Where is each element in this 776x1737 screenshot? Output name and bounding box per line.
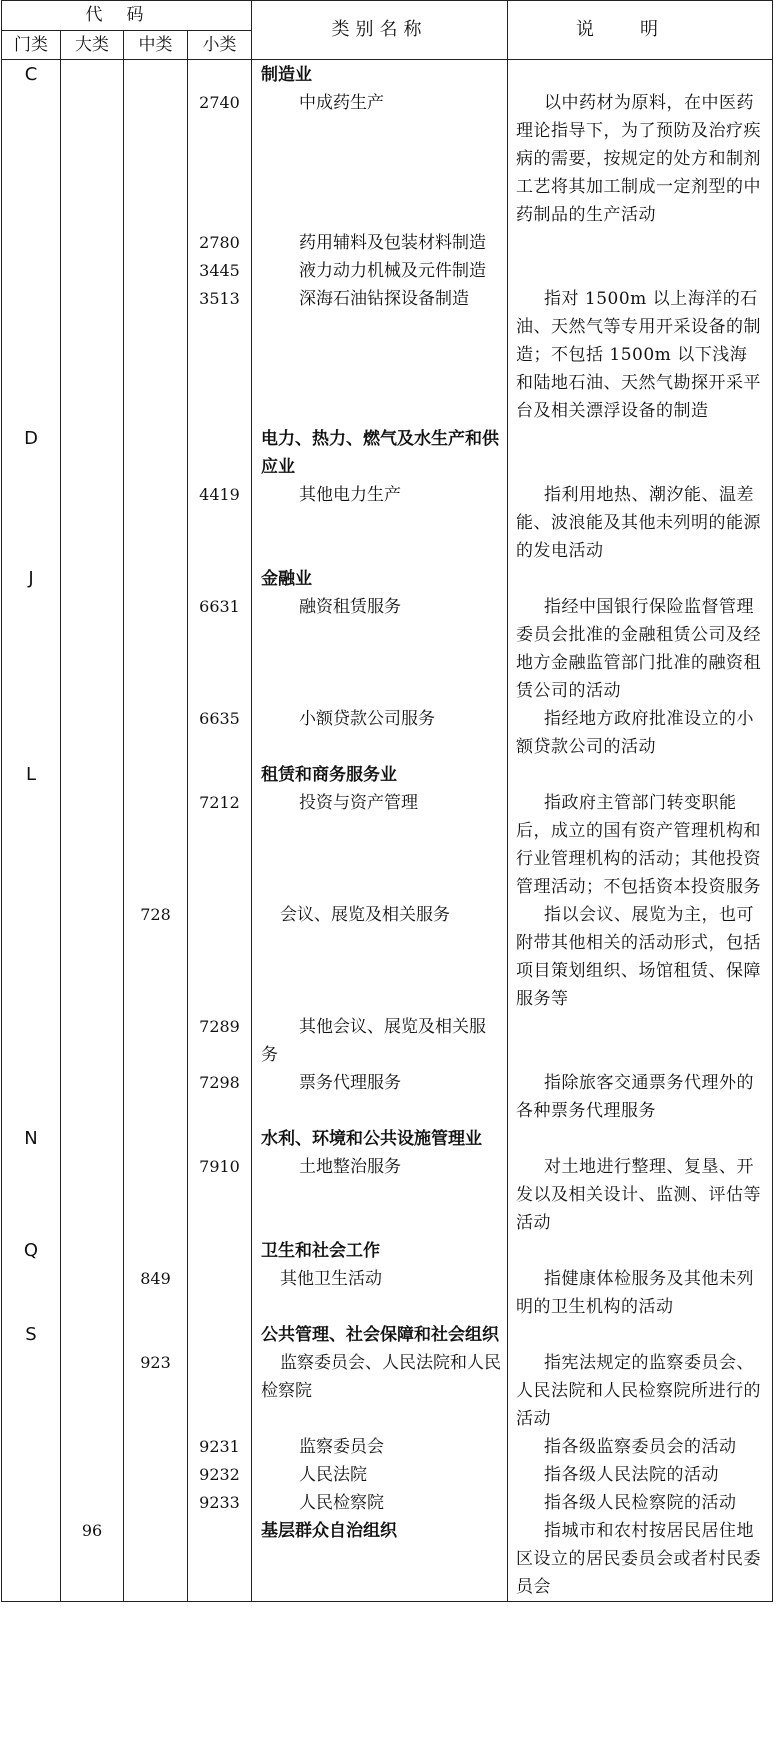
table-row [2,257,773,285]
code-xiao-lei: 3513 [188,285,252,425]
section-name-text: 电力、热力、燃气及水生产和供应业 [261,429,499,477]
code-men-lei [2,1461,61,1489]
category-description-text: 指各级人民检察院的活动 [544,1493,737,1513]
section-name-text: 制造业 [261,65,312,85]
code-da-lei [61,229,124,257]
code-men-lei: S [2,1321,61,1349]
code-zhong-lei [124,1153,188,1237]
code-zhong-lei [124,1013,188,1069]
section-name [252,565,508,593]
code-xiao-lei [188,1237,252,1265]
code-da-lei [61,1013,124,1069]
code-men-lei [2,1489,61,1517]
category-name-text: 票务代理服务 [299,1073,401,1093]
header-xiao-lei: 小类 [188,31,252,60]
code-zhong-lei [124,89,188,229]
section-name [252,425,508,481]
code-men-lei [2,89,61,229]
table-row [2,1517,773,1602]
code-xiao-lei [188,1517,252,1602]
code-zhong-lei [124,789,188,901]
code-da-lei: 96 [61,1517,124,1602]
code-zhong-lei [124,1321,188,1349]
table-row [2,1125,773,1153]
code-xiao-lei [188,1349,252,1433]
code-zhong-lei [124,481,188,565]
category-description [508,1013,773,1069]
code-men-lei [2,229,61,257]
section-name [252,60,508,90]
category-name-text: 深海石油钻探设备制造 [299,289,469,309]
code-men-lei [2,901,61,1013]
code-xiao-lei: 7289 [188,1013,252,1069]
code-zhong-lei [124,1489,188,1517]
category-description-text: 指健康体检服务及其他未列明的卫生机构的活动 [516,1269,754,1317]
section-name-text: 基层群众自治组织 [261,1521,397,1541]
table-row [2,1153,773,1237]
code-men-lei: Q [2,1237,61,1265]
category-description [508,761,773,789]
code-men-lei [2,1349,61,1433]
code-zhong-lei [124,60,188,90]
category-description [508,257,773,285]
category-description-text: 对土地进行整理、复垦、开发以及相关设计、监测、评估等活动 [516,1157,761,1233]
code-xiao-lei [188,761,252,789]
header-zhong-lei: 中类 [124,31,188,60]
code-zhong-lei [124,285,188,425]
category-description [508,1461,773,1489]
code-xiao-lei: 3445 [188,257,252,285]
category-name [252,481,508,565]
category-name-text: 其他卫生活动 [280,1269,382,1289]
category-name-text: 会议、展览及相关服务 [280,905,450,925]
table-row [2,229,773,257]
code-xiao-lei: 4419 [188,481,252,565]
code-da-lei [61,1433,124,1461]
table-row [2,285,773,425]
code-da-lei [61,285,124,425]
code-da-lei [61,1489,124,1517]
code-zhong-lei [124,1433,188,1461]
category-description [508,229,773,257]
table-row [2,1349,773,1433]
code-xiao-lei: 9231 [188,1433,252,1461]
category-description [508,705,773,761]
code-men-lei [2,257,61,285]
code-zhong-lei: 849 [124,1265,188,1321]
code-zhong-lei: 728 [124,901,188,1013]
category-description [508,89,773,229]
code-xiao-lei: 7298 [188,1069,252,1125]
code-da-lei [61,89,124,229]
code-da-lei [61,1349,124,1433]
category-name [252,257,508,285]
category-description-text: 指经中国银行保险监督管理委员会批准的金融租赁公司及经地方金融监管部门批准的融资租赁公司的活动 [516,597,761,701]
category-description [508,1349,773,1433]
code-da-lei [61,1321,124,1349]
category-name-text: 投资与资产管理 [299,793,418,813]
code-zhong-lei [124,1237,188,1265]
table-row [2,593,773,705]
table-row [2,1433,773,1461]
code-da-lei [61,60,124,90]
category-name-text: 人民检察院 [299,1493,384,1513]
category-name-text: 土地整治服务 [299,1157,401,1177]
code-zhong-lei [124,425,188,481]
category-description [508,1069,773,1125]
code-zhong-lei [124,565,188,593]
code-da-lei [61,1153,124,1237]
table-row [2,705,773,761]
section-name-text: 金融业 [261,569,312,589]
section-name-text: 卫生和社会工作 [261,1241,380,1261]
category-name [252,901,508,1013]
category-description [508,1489,773,1517]
category-description [508,481,773,565]
category-name-text: 中成药生产 [299,93,384,113]
category-name [252,1349,508,1433]
category-description-text: 指宪法规定的监察委员会、人民法院和人民检察院所进行的活动 [516,1353,761,1429]
category-description-text: 指城市和农村按居民居住地区设立的居民委员会或者村民委员会 [516,1521,761,1597]
category-name-text: 其他电力生产 [299,485,401,505]
category-description [508,60,773,90]
code-men-lei [2,1517,61,1602]
table-row [2,1265,773,1321]
code-xiao-lei [188,1265,252,1321]
code-zhong-lei [124,705,188,761]
table-row [2,1069,773,1125]
code-da-lei [61,1237,124,1265]
code-da-lei [61,257,124,285]
category-description-text: 指除旅客交通票务代理外的各种票务代理服务 [516,1073,754,1121]
category-name [252,89,508,229]
code-da-lei [61,565,124,593]
code-zhong-lei [124,1125,188,1153]
category-description [508,1321,773,1349]
code-men-lei [2,1153,61,1237]
code-xiao-lei [188,60,252,90]
code-xiao-lei: 9233 [188,1489,252,1517]
code-men-lei [2,1265,61,1321]
code-da-lei [61,1461,124,1489]
section-name [252,1321,508,1349]
code-men-lei [2,481,61,565]
code-xiao-lei [188,901,252,1013]
code-men-lei [2,1433,61,1461]
code-men-lei [2,789,61,901]
code-men-lei [2,1013,61,1069]
code-da-lei [61,705,124,761]
table-row [2,1461,773,1489]
category-name [252,1433,508,1461]
category-description [508,1237,773,1265]
category-name [252,1013,508,1069]
category-name [252,1069,508,1125]
table-row [2,565,773,593]
category-description [508,1517,773,1602]
section-name-text: 水利、环境和公共设施管理业 [261,1129,482,1149]
category-name-text: 人民法院 [299,1465,367,1485]
category-name [252,1461,508,1489]
code-da-lei [61,593,124,705]
table-row [2,1013,773,1069]
category-description-text: 指各级监察委员会的活动 [544,1437,737,1457]
header-description: 说明 [508,1,773,60]
code-men-lei [2,593,61,705]
code-xiao-lei: 2740 [188,89,252,229]
code-xiao-lei: 7910 [188,1153,252,1237]
category-description [508,1153,773,1237]
section-name [252,1517,508,1602]
category-description [508,901,773,1013]
category-description-text: 以中药材为原料，在中医药理论指导下，为了预防及治疗疾病的需要，按规定的处方和制剂工艺将其加工制成一定剂型的中药制品的生产活动 [516,93,761,225]
table-row [2,901,773,1013]
category-description [508,285,773,425]
code-men-lei: D [2,425,61,481]
section-name-text: 租赁和商务服务业 [261,765,397,785]
table-row [2,1237,773,1265]
section-name [252,1237,508,1265]
category-name-text: 小额贷款公司服务 [299,709,435,729]
section-name-text: 公共管理、社会保障和社会组织 [261,1325,499,1345]
table-body [2,60,773,1602]
code-da-lei [61,1069,124,1125]
code-xiao-lei: 9232 [188,1461,252,1489]
section-name [252,1125,508,1153]
category-name-text: 监察委员会、人民法院和人民检察院 [261,1353,501,1401]
code-da-lei [61,425,124,481]
table-row [2,425,773,481]
category-description-text: 指政府主管部门转变职能后，成立的国有资产管理机构和行业管理机构的活动；其他投资管理活动；不包括资本投资服务 [516,793,761,897]
code-men-lei: N [2,1125,61,1153]
code-xiao-lei [188,1321,252,1349]
category-name [252,1265,508,1321]
code-zhong-lei [124,1069,188,1125]
code-xiao-lei [188,425,252,481]
category-name [252,593,508,705]
category-description-text: 指利用地热、潮汐能、温差能、波浪能及其他未列明的能源的发电活动 [516,485,761,561]
category-description [508,789,773,901]
category-description [508,1265,773,1321]
category-description [508,425,773,481]
code-da-lei [61,1265,124,1321]
category-name-text: 融资租赁服务 [299,597,401,617]
code-men-lei: L [2,761,61,789]
table-row [2,789,773,901]
code-da-lei [61,1125,124,1153]
category-description [508,565,773,593]
code-men-lei: J [2,565,61,593]
table-row [2,481,773,565]
category-description [508,593,773,705]
category-name [252,1153,508,1237]
code-da-lei [61,481,124,565]
table-row [2,1489,773,1517]
header-da-lei: 大类 [61,31,124,60]
code-xiao-lei [188,565,252,593]
code-zhong-lei [124,229,188,257]
table-row [2,1321,773,1349]
code-da-lei [61,901,124,1013]
header-category-name: 类别名称 [252,1,508,60]
category-name-text: 监察委员会 [299,1437,384,1457]
table-row [2,761,773,789]
category-name [252,705,508,761]
code-zhong-lei [124,1461,188,1489]
section-name [252,761,508,789]
code-xiao-lei [188,1125,252,1153]
code-zhong-lei [124,593,188,705]
category-name [252,229,508,257]
category-description-text: 指对 1500m 以上海洋的石油、天然气等专用开采设备的制造；不包括 1500m 以下浅海和陆地石油、天然气勘探开采平台及相关漂浮设备的制造 [516,289,761,421]
code-men-lei [2,705,61,761]
category-name [252,285,508,425]
category-name-text: 其他会议、展览及相关服务 [261,1017,486,1065]
code-da-lei [61,789,124,901]
header-men-lei: 门类 [2,31,61,60]
category-description [508,1433,773,1461]
code-men-lei [2,1069,61,1125]
category-name [252,789,508,901]
table-row [2,60,773,90]
code-xiao-lei: 6631 [188,593,252,705]
table-row [2,89,773,229]
code-zhong-lei [124,257,188,285]
code-xiao-lei: 7212 [188,789,252,901]
code-zhong-lei: 923 [124,1349,188,1433]
category-description-text: 指以会议、展览为主，也可附带其他相关的活动形式，包括项目策划组织、场馆租赁、保障服务等 [516,905,761,1009]
table-header [2,1,773,60]
code-men-lei [2,285,61,425]
category-description-text: 指经地方政府批准设立的小额贷款公司的活动 [516,709,754,757]
code-da-lei [61,761,124,789]
classification-table [1,0,773,1602]
category-name-text: 液力动力机械及元件制造 [299,261,486,281]
category-name [252,1489,508,1517]
code-men-lei: C [2,60,61,90]
code-xiao-lei: 6635 [188,705,252,761]
code-xiao-lei: 2780 [188,229,252,257]
category-description-text: 指各级人民法院的活动 [544,1465,719,1485]
category-name-text: 药用辅料及包装材料制造 [299,233,486,253]
category-description [508,1125,773,1153]
header-code: 代码 [2,1,252,31]
code-zhong-lei [124,761,188,789]
code-zhong-lei [124,1517,188,1602]
